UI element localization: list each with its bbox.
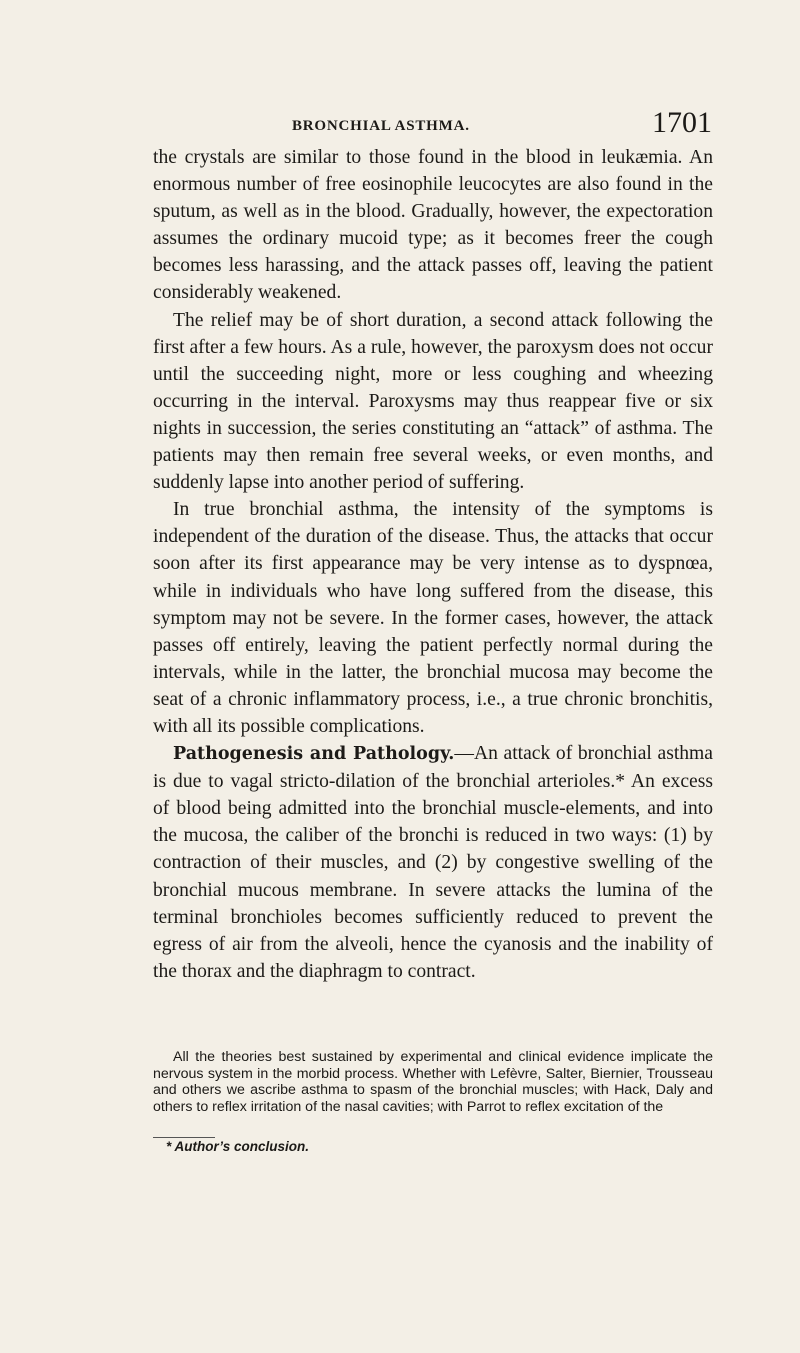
section-title: Pathogenesis and Pathology.: [173, 744, 455, 765]
small-print-paragraph: All the theories best sustained by experimental and clinical evidence implicate the nervous system in the morbid process. Whether with Lefèvre, Salter, Biernier, Trousseau and others we ascribe asthma to spasm of the bronchial muscles; with Hack, Daly and others to reflex irritation of the nasal cavities; with Parrot to reflex excitation of the: [153, 1049, 713, 1115]
footnote-divider: [153, 1137, 215, 1138]
page-header: [152, 106, 712, 146]
footnote: * Author’s conclusion.: [166, 1139, 310, 1154]
paragraph-3: In true bronchial asthma, the intensity of the symptoms is independent of the duration of the disease. Thus, the attacks that occur soon after its first appearance may be very intense as to dyspnœa, while in individuals who have long suffered from the disease, this symptom may not be severe. In the former cases, however, the attack passes off entirely, leaving the patient perfectly normal during the intervals, while in the latter, the bronchial mucosa may become the seat of a chronic inflammatory process, i.e., a true chronic bronchitis, with all its possible complications.: [153, 499, 713, 737]
paragraph-2: The relief may be of short duration, a second attack following the first after a few hours. As a rule, however, the paroxysm does not occur until the succeeding night, more or less coughing and wheezing occurring in the interval. Paroxysms may thus reappear five or six nights in succession, the series constituting an “attack” of asthma. The patients may then remain free several weeks, or even months, and suddenly lapse into another period of suffering.: [153, 309, 713, 494]
pathogenesis-text: —An attack of bronchial asthma is due to vagal stricto-dilation of the bronchial arterioles.* An excess of blood being admitted into the bronchial muscle-elements, and into the mucosa, the caliber of the bronchi is reduced in two ways: (1) by contraction of their muscles, and (2) by congestive swelling of the bronchial mucous membrane. In severe attacks the lumina of the terminal bronchioles becomes sufficiently reduced to prevent the egress of air from the alveoli, hence the cyanosis and the inability of the thorax and the diaphragm to contract.: [153, 743, 713, 982]
small-print-block: [153, 1049, 713, 1115]
paragraph-pathogenesis: [153, 740, 713, 985]
paragraph-1: the crystals are similar to those found in the blood in leukæmia. An enormous number of free eosinophile leucocytes are also found in the sputum, as well as in the blood. Gradually, however, the expectoration assumes the ordinary mucoid type; as it becomes freer the cough becomes less harassing, and the attack passes off, leaving the patient considerably weakened.: [153, 147, 713, 304]
running-head: BRONCHIAL ASTHMA.: [292, 118, 470, 134]
main-text: [153, 144, 713, 985]
page-number: 1701: [652, 106, 712, 139]
